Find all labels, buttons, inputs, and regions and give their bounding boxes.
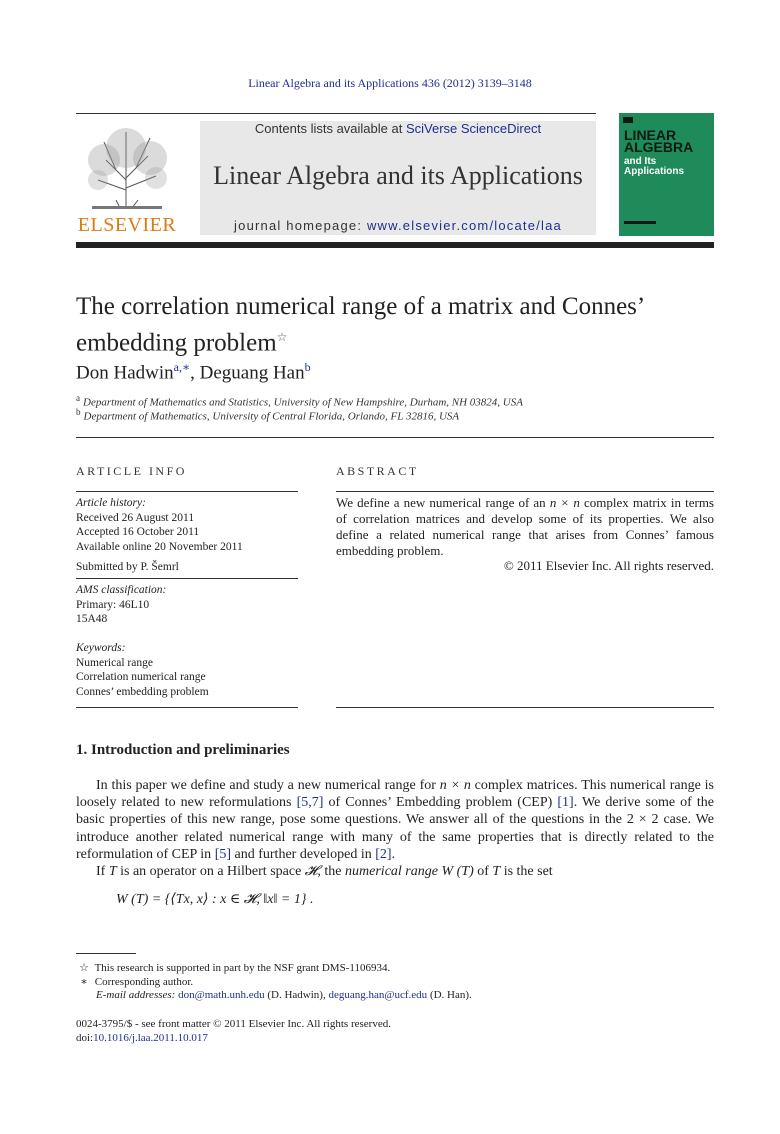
author-hadwin[interactable]: Don Hadwin xyxy=(76,362,174,384)
history-rule xyxy=(76,578,298,579)
text-run: If xyxy=(96,864,109,880)
ams-secondary: 15A48 xyxy=(76,613,108,625)
affiliation-mark: b xyxy=(76,407,81,417)
keywords-label: Keywords: xyxy=(76,642,126,654)
sciencedirect-link[interactable]: SciVerse ScienceDirect xyxy=(405,121,542,136)
section-body xyxy=(76,777,714,880)
publisher-logo xyxy=(76,120,178,236)
submitted-by: Submitted by P. Šemrl xyxy=(76,561,179,573)
doi-label: doi: xyxy=(76,1032,94,1044)
keyword-item: Numerical range xyxy=(76,656,153,669)
homepage-prefix: journal homepage: xyxy=(234,218,367,233)
email-link-hadwin[interactable]: don@math.unh.edu xyxy=(178,989,265,1001)
footnote-text: This research is supported in part by the NSF grant DMS-1106934. xyxy=(94,962,391,974)
contents-line xyxy=(200,121,596,136)
citation-link-5-7[interactable]: [5,7] xyxy=(296,795,324,811)
display-equation xyxy=(116,891,313,908)
equation-text: W (T) = {⟨Tx, x⟩ : x ∈ 𝓗, ‖x‖ = 1} . xyxy=(116,892,314,907)
text-run: is the set xyxy=(500,864,553,880)
keyword-item: Connes’ embedding problem xyxy=(76,685,209,698)
footnote-emails xyxy=(96,989,472,1001)
header-rule xyxy=(76,113,596,114)
online-date: Available online 20 November 2011 xyxy=(76,540,243,553)
author-separator: , xyxy=(190,362,200,384)
footnote-funding xyxy=(76,961,390,974)
homepage-line xyxy=(200,218,596,233)
math-run: T xyxy=(492,864,501,880)
footnote-mark: ☆ xyxy=(79,962,89,974)
text-run: of Connes’ Embedding problem (CEP) xyxy=(323,795,558,811)
journal-cover xyxy=(619,113,714,236)
text-run: is an operator on a Hilbert space xyxy=(116,864,305,880)
text-run: In this paper we define and study a new numerical range for xyxy=(96,778,440,793)
abstract-math: n × n xyxy=(549,495,580,510)
cover-emblem-icon xyxy=(623,117,633,123)
affiliation-b xyxy=(76,407,459,423)
abstract-part: We define a new numerical range of an xyxy=(336,495,550,510)
affiliation-text: Department of Mathematics and Statistics, University of New Hampshire, Durham, NH 03824, USA xyxy=(83,396,523,409)
footnote-corresponding xyxy=(76,975,193,988)
paper-title-text: The correlation numerical range of a matrix and Connes’ embedding problem xyxy=(76,293,644,357)
publisher-wordmark: ELSEVIER xyxy=(77,214,177,236)
contents-prefix: Contents lists available at xyxy=(254,121,406,136)
article-info-label: ARTICLE INFO xyxy=(76,464,187,478)
citation-link-5[interactable]: [5] xyxy=(214,846,232,862)
abstract-text xyxy=(336,495,714,559)
footnote-rule xyxy=(76,953,136,954)
issn-line: 0024-3795/$ - see front matter © 2011 Elsevier Inc. All rights reserved. xyxy=(76,1018,391,1030)
math-run: 𝓗 xyxy=(304,864,318,880)
abstract-bottom-rule xyxy=(336,707,714,708)
defined-term: numerical range W (T) xyxy=(345,864,474,880)
math-run: n × n xyxy=(439,778,471,793)
doi-line xyxy=(76,1032,208,1044)
abstract-copyright: © 2011 Elsevier Inc. All rights reserved. xyxy=(503,558,714,573)
cover-bar xyxy=(624,221,656,224)
text-run: . xyxy=(391,846,396,862)
history-label: Article history: xyxy=(76,497,146,509)
text-run: and further developed in xyxy=(231,846,376,862)
email-link-han[interactable]: deguang.han@ucf.edu xyxy=(328,989,428,1001)
ams-primary: Primary: 46L10 xyxy=(76,598,150,611)
header-thick-rule xyxy=(76,242,714,248)
affiliation-text: Department of Mathematics, University of Central Florida, Orlando, FL 32816, USA xyxy=(83,410,460,423)
text-run: of xyxy=(473,864,493,880)
email-owner: (D. Han). xyxy=(427,989,472,1001)
footnote-mark: ∗ xyxy=(80,976,88,988)
keywords xyxy=(76,641,298,699)
homepage-link[interactable]: www.elsevier.com/locate/laa xyxy=(366,218,562,233)
affiliation-rule xyxy=(76,437,714,438)
accepted-date: Accepted 16 October 2011 xyxy=(76,526,200,538)
cover-subtitle: and Its Applications xyxy=(624,156,685,177)
email-label: E-mail addresses: xyxy=(96,989,179,1001)
abstract-part: complex matrix in terms of correlation matrices and develop some of its properties. We also define a related numerical range that arises from Connes’ famous embedding problem. xyxy=(336,495,714,558)
ams-classification xyxy=(76,583,298,627)
ams-label: AMS classification: xyxy=(76,584,167,596)
journal-citation: Linear Algebra and its Applications 436 (2012) 3139–3148 xyxy=(248,76,532,90)
keywords-rule xyxy=(76,707,298,708)
author-hadwin-marks[interactable]: a,∗ xyxy=(173,360,191,374)
received-date: Received 26 August 2011 xyxy=(76,511,195,524)
math-run: T xyxy=(108,864,117,880)
text-run: , the xyxy=(317,864,346,880)
text-run: . We derive some of the basic properties of this new range, pose some questions. We answer all of the questions in the 2 × 2 case. We introduce another related numerical range with many of the same properties that is directly related to the reformulation of CEP in xyxy=(76,795,714,862)
author-han[interactable]: Deguang Han xyxy=(199,362,305,384)
article-history xyxy=(76,496,298,554)
article-info-rule xyxy=(76,491,298,492)
text-run: complex matrices. This numerical range is loosely related to new reformulations xyxy=(76,778,714,811)
cover-title: LINEAR ALGEBRA xyxy=(624,127,694,155)
author-list xyxy=(76,360,311,384)
doi-link[interactable]: 10.1016/j.laa.2011.10.017 xyxy=(93,1032,208,1044)
keyword-item: Correlation numerical range xyxy=(76,671,206,683)
paper-title xyxy=(76,292,716,358)
email-owner: (D. Hadwin), xyxy=(264,989,329,1001)
title-footnote-mark[interactable]: ☆ xyxy=(276,330,288,344)
footnote-text: Corresponding author. xyxy=(94,976,194,988)
author-han-mark[interactable]: b xyxy=(304,360,311,374)
abstract-label: ABSTRACT xyxy=(336,464,419,478)
journal-title: Linear Algebra and its Applications xyxy=(213,161,583,190)
affiliation-mark: a xyxy=(76,393,80,403)
abstract-rule xyxy=(336,491,714,492)
paragraph-1 xyxy=(76,777,714,863)
citation-link-1[interactable]: [1] xyxy=(557,795,574,811)
paragraph-2 xyxy=(76,863,714,880)
citation-link-2[interactable]: [2] xyxy=(375,846,392,862)
section-heading: 1. Introduction and preliminaries xyxy=(76,742,290,758)
